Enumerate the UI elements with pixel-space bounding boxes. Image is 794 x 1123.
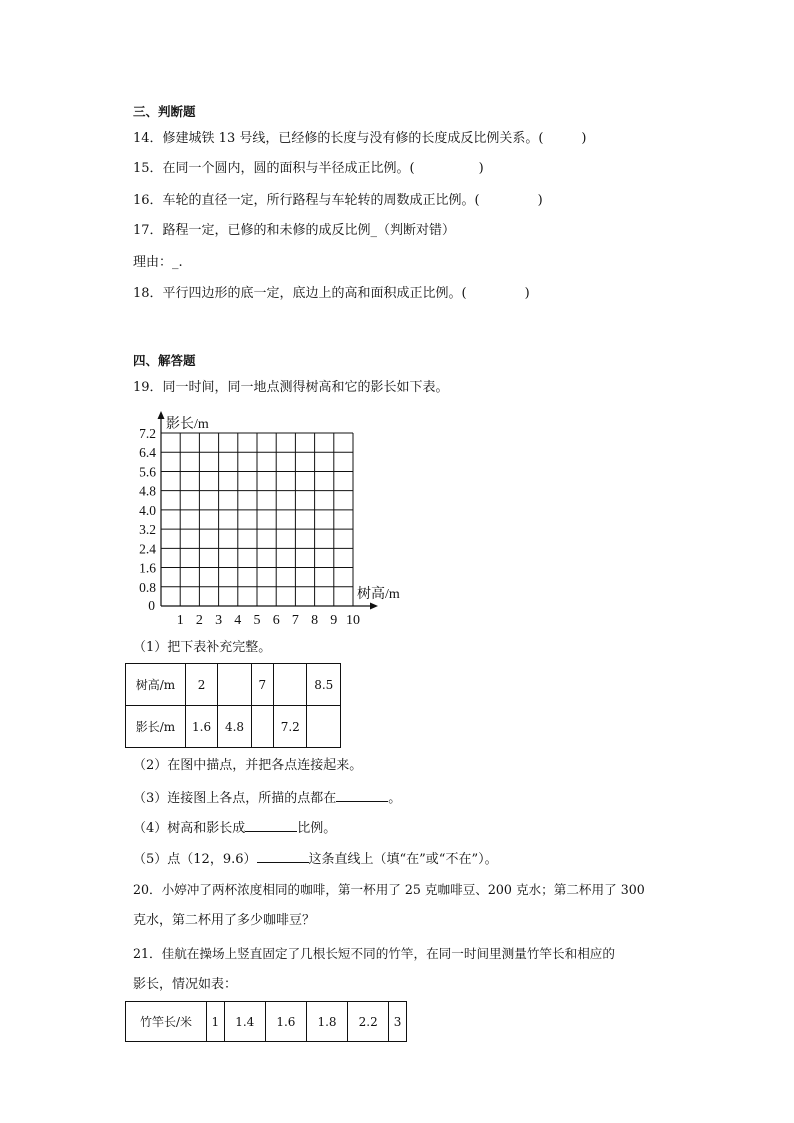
row-label: 竹竿长/米 — [126, 1002, 207, 1042]
sub-question-3-blank[interactable] — [336, 789, 388, 802]
cell[interactable]: 7.2 — [274, 706, 307, 748]
table-row-shadow-length — [126, 706, 341, 748]
sub-question-4-text: （4）树高和影长成 — [133, 821, 246, 836]
x-tick-label: 6 — [272, 613, 280, 628]
question-16-close: ) — [537, 193, 543, 208]
y-tick-label: 2.4 — [139, 541, 156, 557]
tree-shadow-table — [125, 663, 341, 748]
origin-label: 0 — [148, 598, 155, 613]
cell[interactable]: 4.8 — [218, 706, 251, 748]
question-20-line-2: 克水，第二杯用了多少咖啡豆？ — [133, 913, 316, 928]
cell[interactable] — [218, 664, 251, 706]
y-tick-label: 1.6 — [139, 560, 156, 576]
y-tick-label: 3.2 — [139, 522, 156, 538]
y-axis-arrow — [158, 411, 165, 419]
cell[interactable]: 1.8 — [306, 1002, 347, 1042]
x-tick-label: 8 — [311, 613, 319, 628]
question-21-line-1: 21．佳航在操场上竖直固定了几根长短不同的竹竿，在同一时间里测量竹竿长和相应的 — [133, 946, 615, 961]
x-tick-label: 3 — [215, 613, 223, 628]
sub-question-5-blank[interactable] — [257, 850, 309, 863]
table-row-bamboo-length — [126, 1002, 407, 1042]
question-18-close: ) — [524, 286, 530, 301]
y-tick-label: 4.0 — [139, 502, 156, 518]
cell[interactable]: 3 — [389, 1002, 407, 1042]
question-14-close: ) — [581, 131, 587, 146]
y-tick-label: 6.4 — [139, 445, 156, 461]
x-axis-arrow — [370, 603, 378, 610]
cell[interactable]: 1.4 — [224, 1002, 265, 1042]
row-label: 树高/m — [126, 664, 186, 706]
y-tick-label: 7.2 — [139, 426, 156, 441]
cell[interactable] — [274, 664, 307, 706]
sub-question-1: （1）把下表补充完整。 — [133, 640, 272, 655]
sub-question-4-end: 比例。 — [297, 821, 337, 836]
x-tick-label: 2 — [195, 613, 203, 628]
cell[interactable] — [251, 706, 273, 748]
question-16-text: 16．车轮的直径一定，所行路程与车轮转的周数成正比例。( — [133, 193, 480, 208]
y-tick-label: 0.8 — [139, 579, 156, 595]
x-axis-label: 树高/m — [357, 587, 400, 602]
sub-question-3 — [133, 789, 401, 808]
cell[interactable]: 2.2 — [348, 1002, 389, 1042]
x-tick-label: 10 — [346, 613, 360, 628]
x-tick-label: 5 — [253, 613, 261, 628]
sub-question-5-text: （5）点（12，9.6） — [133, 852, 257, 867]
y-axis-label: 影长/m — [166, 417, 209, 432]
section-3-heading: 三、判断题 — [133, 104, 196, 119]
question-19: 19．同一时间，同一地点测得树高和它的影长如下表。 — [133, 380, 449, 395]
cell[interactable]: 1.6 — [265, 1002, 306, 1042]
question-15-text: 15．在同一个圆内，圆的面积与半径成正比例。( — [133, 161, 415, 176]
y-tick-label: 5.6 — [139, 464, 156, 480]
table-row-tree-height — [126, 664, 341, 706]
x-tick-label: 4 — [234, 613, 242, 628]
row-label: 影长/m — [126, 706, 186, 748]
x-tick-label: 1 — [176, 613, 184, 628]
cell[interactable]: 2 — [185, 664, 217, 706]
sub-question-5-end: 这条直线上（填“在”或“不在”）。 — [308, 852, 498, 867]
question-17-reason: 理由：_. — [133, 255, 183, 270]
sub-question-3-end: 。 — [388, 791, 402, 806]
x-tick-label: 9 — [330, 613, 338, 628]
question-21-line-2: 影长，情况如表： — [133, 977, 238, 992]
cell[interactable]: 8.5 — [307, 664, 341, 706]
cell[interactable]: 7 — [251, 664, 273, 706]
question-18-text: 18．平行四边形的底一定，底边上的高和面积成正比例。( — [133, 286, 467, 301]
question-14-text: 14．修建城铁 13 号线，已经修的长度与没有修的长度成反比例关系。( — [133, 131, 544, 146]
sub-question-4-blank[interactable] — [245, 819, 297, 832]
x-tick-label: 7 — [291, 613, 299, 628]
question-20-line-1: 20．小婷冲了两杯浓度相同的咖啡，第一杯用了 25 克咖啡豆、200 克水；第二杯用了 300 — [133, 882, 645, 897]
y-tick-label: 4.8 — [139, 483, 156, 499]
cell[interactable]: 1 — [207, 1002, 225, 1042]
sub-question-3-text: （3）连接图上各点，所描的点都在 — [133, 791, 337, 806]
cell[interactable]: 1.6 — [185, 706, 217, 748]
section-4-heading: 四、解答题 — [133, 353, 196, 368]
bamboo-length-table — [125, 1001, 407, 1042]
question-17: 17．路程一定，已修的和未修的成反比例_（判断对错） — [133, 223, 456, 238]
sub-question-5 — [133, 850, 498, 869]
cell[interactable] — [307, 706, 341, 748]
sub-question-4 — [133, 819, 336, 838]
question-15-close: ) — [478, 161, 484, 176]
sub-question-2: （2）在图中描点，并把各点连接起来。 — [133, 758, 363, 773]
